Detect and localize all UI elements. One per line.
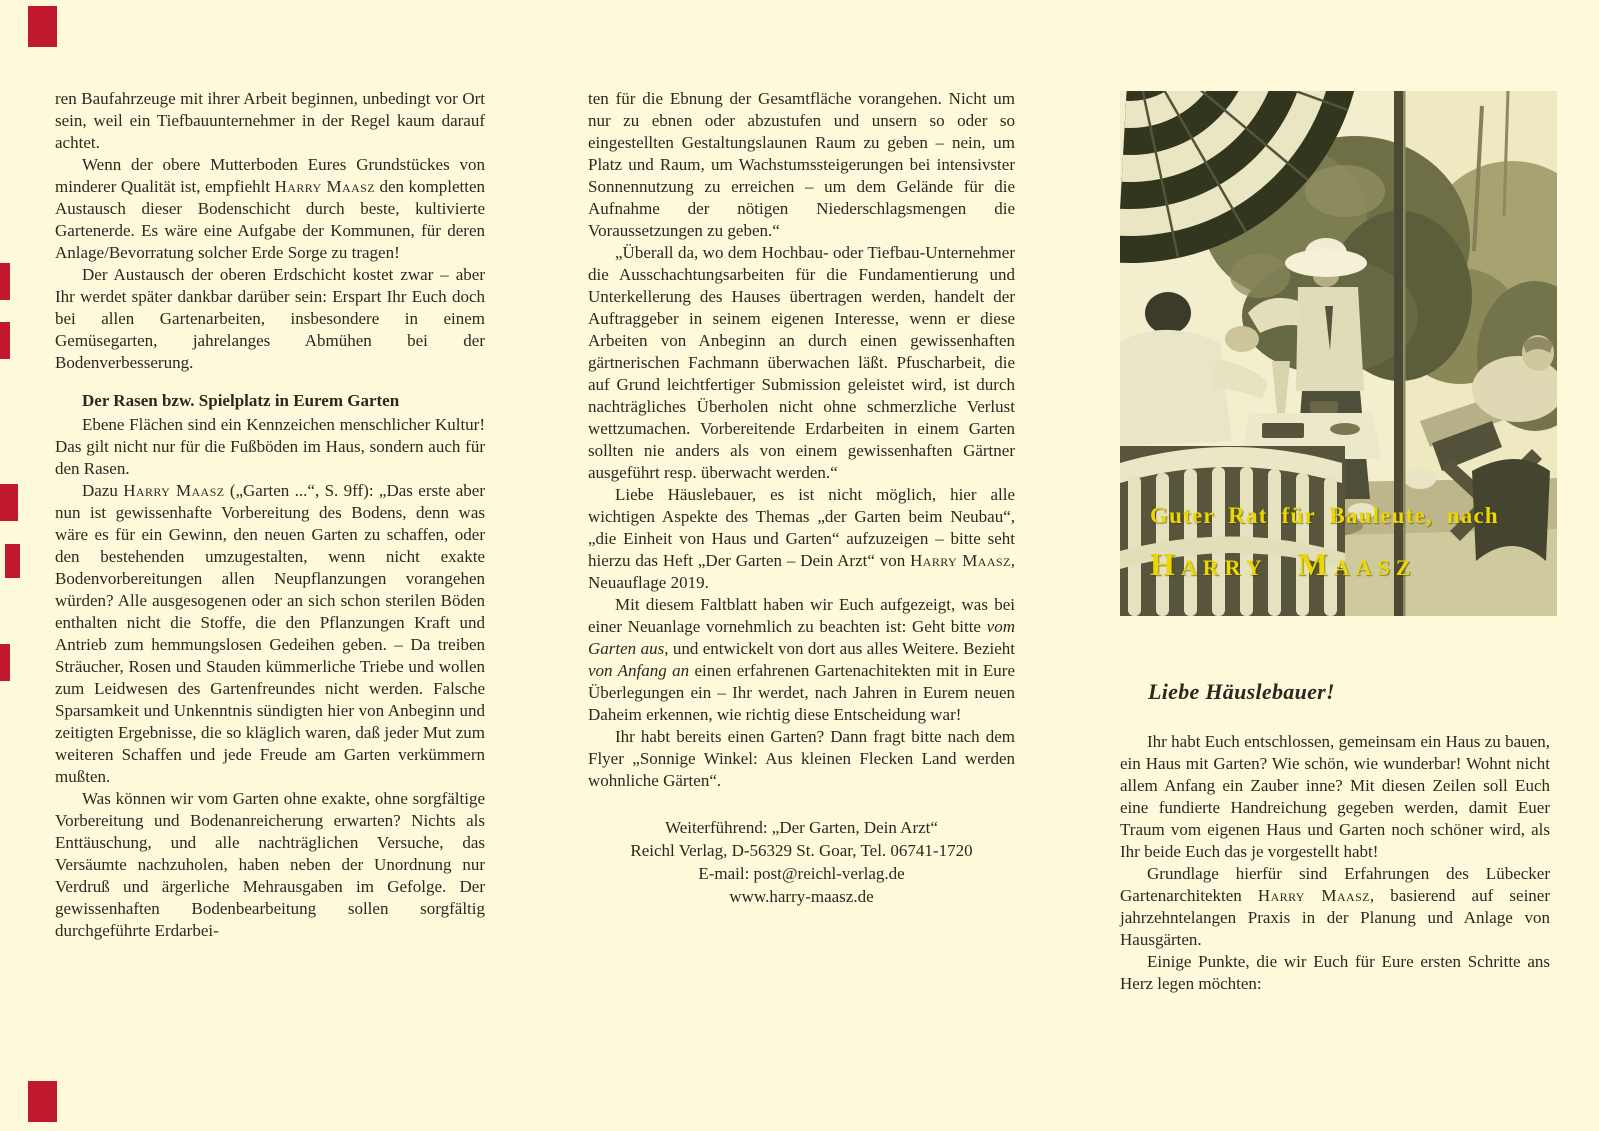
red-print-mark: [0, 263, 10, 300]
pole: [1394, 91, 1403, 616]
salutation-heading: Liebe Häuslebauer!: [1148, 679, 1335, 704]
body-paragraph: Ebene Flächen sind ein Kennzeichen menschlicher Kultur! Das gilt nicht nur für die Fußböden im Haus, sondern auch für den Rasen.: [55, 415, 485, 478]
red-print-mark: [28, 6, 57, 47]
red-print-mark: [0, 322, 10, 359]
body-paragraph: Was können wir vom Garten ohne exakte, ohne sorgfältige Vorbereitung und Bodenanreicherung erwarten? Nichts als Enttäuschung, und alle nachträglichen Versuche, das Versäumte nachzuholen, haben neben der Unordnung nur Verdruß und ärgerliche Mehrausgaben im Gefolge. Der gewissenhaften Bodenbearbeitung sollen sorgfältig durchgeführte Erdarbei-: [55, 789, 485, 940]
section-heading: Der Rasen bzw. Spielplatz in Eurem Garten: [82, 391, 400, 410]
red-print-mark: [5, 544, 20, 578]
body-paragraph: Wenn der obere Mutterboden Eures Grundstückes von minderer Qualität ist, empfiehlt Harry Maasz den kompletten Austausch dieser Bodenschicht durch beste, kultivierte Gartenerde. Es wäre eine Aufgabe der Kommunen, für deren Anlage/Bevorratung solcher Erde Sorge zu tragen!: [55, 155, 486, 262]
body-paragraph: ten für die Ebnung der Gesamtfläche vorangehen. Nicht um nur zu ebnen oder abzustufen und unsern so oder so eingestellten Gestaltungslaunen Raum zu geben – nein, um Platz und Raum, um Wachstumssteigerungen bei intensivster Sonnennutzung zu erreichen – um dem Gelände für die Aufnahme der nötigen Niederschlagsmengen die Voraussetzungen zu geben.“: [588, 89, 1015, 240]
body-paragraph: Ihr habt Euch entschlossen, gemeinsam ein Haus zu bauen, ein Haus mit Garten? Wie schön, wie wunderbar! Wohnt nicht allem Anfang ein Zauber inne? Mit diesen Zeilen soll Euch eine fundierte Handreichung gegeben werden, damit Euer Traum vom eigenen Haus und Garten noch schöner wird, als Ihr beide Euch das je vorgestellt habt!: [1120, 732, 1550, 861]
body-paragraph: Mit diesem Faltblatt haben wir Euch aufgezeigt, was bei einer Neuanlage vornehmlich zu beachten ist: Geht bitte vom Garten aus, und entwickelt von dort aus alles Weitere. Bezieht von Anfang an einen erfahrenen Gartenachitekten mit in Eure Überlegungen ein – Ihr werdet, nach Jahren in Eurem neuen Daheim erkennen, wie richtig diese Entscheidung war!: [588, 595, 1015, 724]
body-paragraph: „Überall da, wo dem Hochbau- oder Tiefbau-Unternehmer die Ausschachtungsarbeiten für die Fundamentierung und Unterkellerung des Hauses übertragen werden, handelt der Auftraggeber in seinem eigenen Interesse, wenn er diese Arbeiten von Anbeginn an durch einen gewissenhaften gärtnerischen Fachmann überwachen läßt. Pfuscharbeit, die auf Grund leichtfertiger Submission geleistet wird, ist durch nachträgliches Überholen nicht ohne schmerzliche Verlust wettzumachen. Vorbereitende Erdarbeiten in einem Garten sollten nie anders als von einem gewissenhaften Gärtner ausgeführt resp. überwacht werden.“: [588, 243, 1015, 482]
cover-photo: [1120, 91, 1557, 616]
body-paragraph: Liebe Häuslebauer, es ist nicht möglich, hier alle wichtigen Aspekte des Themas „der Garten beim Neubau“, „die Einheit von Haus und Garten“ aufzuzeigen – bitte seht hierzu das Heft „Der Garten – Dein Arzt“ von Harry Maasz, Neuauflage 2019.: [588, 485, 1015, 592]
publisher-line: E-mail: post@reichl-verlag.de: [698, 864, 905, 883]
body-paragraph: Dazu Harry Maasz („Garten ...“, S. 9ff): „Das erste aber nun ist gewissenhafte Vorbereitung des Bodens, denn was wäre es für ein Gewinn, den neuen Garten zu schaffen, oder den bestehenden umzugestalten, wenn nicht exakte Bodenvorbereitungen allen Neupflanzungen vorangehen würden? Alle ausgesogenen oder an sich schon sterilen Böden enthalten nicht die Stoffe, die den Pflanzungen Kraft und Antrieb zum hemmungslosen Gedeihen geben. – Da treiben Sträucher, Rosen und Stauden kümmerliche Triebe und wollen zum Leidwesen des Gartenfreundes nicht werden. Falsche Sparsamkeit und Unkenntnis sündigten hier von Anbeginn und zeitigten Ergebnisse, die so kläglich waren, daß jeder Mut zum weiteren Schaffen und jede Freude am Garten verkümmern mußten.: [55, 481, 485, 786]
publisher-line: www.harry-maasz.de: [729, 887, 874, 906]
publisher-line: Reichl Verlag, D-56329 St. Goar, Tel. 06741-1720: [630, 841, 973, 860]
body-paragraph: Der Austausch der oberen Erdschicht kostet zwar – aber Ihr werdet später dankbar darüber sein: Erspart Ihr Euch doch bei allen Gartenarbeiten, insbesondere in einem Gemüsegarten, jahrelanges Abmühen bei der Bodenverbesserung.: [55, 265, 485, 372]
column-middle: [588, 88, 1015, 908]
body-paragraph: Grundlage hierfür sind Erfahrungen des Lübecker Gartenarchitekten Harry Maasz, basierend auf seiner jahrzehntelangen Praxis in der Planung und Anlage von Hausgärten.: [1120, 864, 1550, 949]
publisher-info: [588, 816, 1015, 908]
garden-scene-illustration: [1120, 91, 1557, 616]
column-left: [55, 88, 485, 942]
red-print-mark: [0, 644, 10, 681]
publisher-line: Weiterführend: „Der Garten, Dein Arzt“: [665, 818, 938, 837]
body-paragraph: Einige Punkte, die wir Euch für Eure ersten Schritte ans Herz legen möchten:: [1120, 952, 1550, 993]
slatted-chair: [1120, 446, 1345, 616]
photo-title: Harry Maasz: [1150, 546, 1417, 582]
red-print-mark: [0, 484, 18, 521]
column-right: [1120, 679, 1550, 995]
body-paragraph: Ihr habt bereits einen Garten? Dann fragt bitte nach dem Flyer „Sonnige Winkel: Aus kleinen Flecken Land werden wohnliche Gärten“.: [588, 727, 1015, 790]
red-print-mark: [28, 1081, 57, 1122]
body-paragraph: ren Baufahrzeuge mit ihrer Arbeit beginnen, unbedingt vor Ort sein, weil ein Tiefbauunternehmer in der Regel kaum darauf achtet.: [55, 89, 485, 152]
photo-caption: Guter Rat für Bauleute, nach: [1150, 503, 1499, 528]
